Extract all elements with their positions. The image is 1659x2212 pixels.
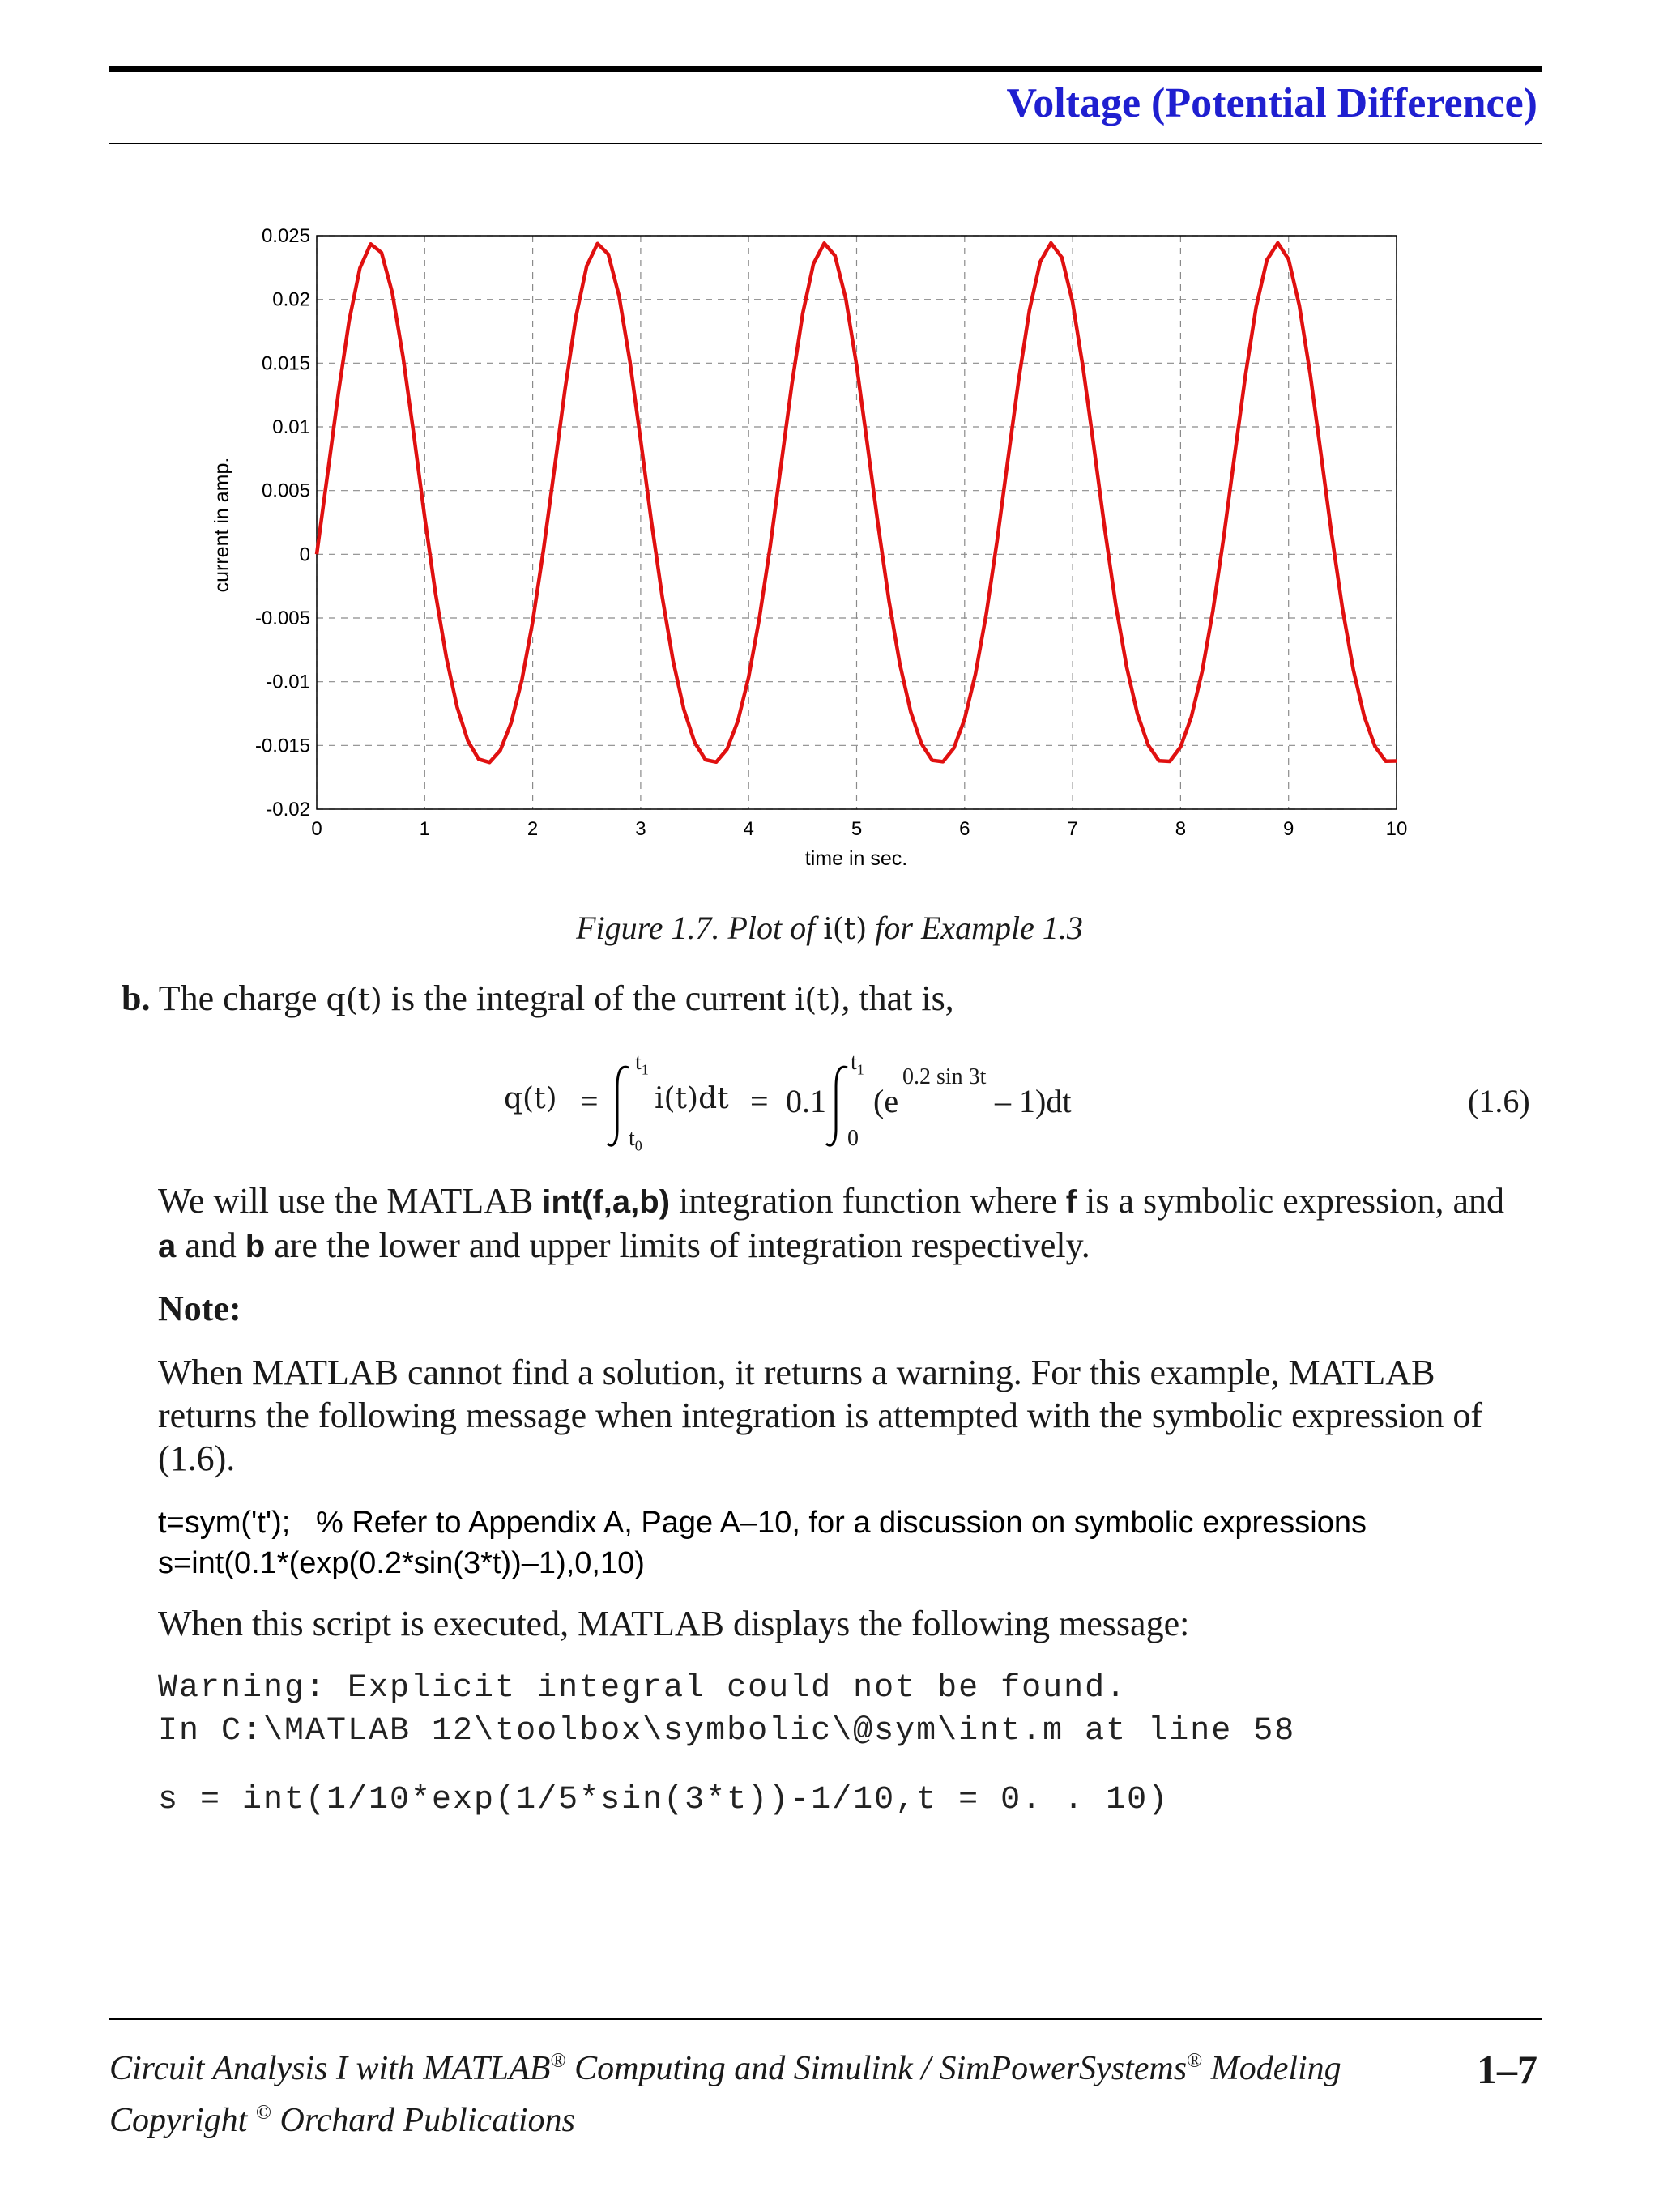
x-tick-label: 5 [851, 818, 863, 840]
footer-title-part-1: Circuit Analysis I with MATLAB [109, 2050, 551, 2087]
para1-text-2: integration function where [670, 1181, 1066, 1221]
y-tick-label: -0.005 [254, 607, 310, 629]
eq-lhs: q(t) [504, 1082, 557, 1115]
eq-coefficient: 0.1 [786, 1083, 826, 1119]
y-tick-label: 0 [299, 543, 310, 566]
paragraph-int-function [158, 1179, 1551, 1268]
eq-integrand-1: i(t)dt [655, 1082, 729, 1115]
footer-copyright-label: Copyright [109, 2102, 248, 2139]
y-tick-label: 0.015 [261, 352, 310, 375]
part-b-text-1: The charge [150, 978, 326, 1018]
para1-text-1: We will use the MATLAB [158, 1181, 543, 1221]
eq-lower-limit-1: $t_0$ [629, 1126, 642, 1154]
footer-registered-mark-2: ® [1187, 2050, 1203, 2072]
eq-number: (1.6) [1468, 1083, 1530, 1119]
caption-prefix: Figure 1.7. Plot of [576, 910, 824, 946]
x-tick-label: 8 [1175, 818, 1187, 840]
caption-suffix: for Example 1.3 [867, 910, 1083, 946]
footer-book-title [109, 2049, 1341, 2088]
note-heading: Note: [158, 1289, 241, 1328]
equation-1-6 [0, 1045, 1659, 1166]
current-plot [0, 0, 1659, 886]
x-tick-label: 6 [959, 818, 970, 840]
footer-copyright-symbol: © [255, 2102, 271, 2124]
y-ticks [255, 225, 310, 820]
x-tick-label: 2 [527, 818, 539, 840]
part-b-statement [122, 977, 954, 1021]
note-line-1: When MATLAB cannot find a solution, it returns a warning. For this example, MATLAB [158, 1353, 1435, 1392]
footer-publisher: Orchard Publications [279, 2102, 575, 2139]
para1-text-3: is a symbolic expression, and [1077, 1181, 1505, 1221]
x-tick-label: 7 [1067, 818, 1078, 840]
footer-rule [109, 2018, 1542, 2020]
y-axis-label: current in amp. [211, 457, 233, 593]
x-tick-label: 4 [743, 818, 754, 840]
y-tick-label: 0.005 [261, 479, 310, 502]
para1-code-f: f [1065, 1184, 1077, 1220]
x-tick-label: 10 [1385, 818, 1408, 840]
y-tick-label: 0.01 [272, 416, 310, 438]
para1-code-int: int(f,a,b) [542, 1184, 671, 1220]
output-warning-line: Warning: Explicit integral could not be found. [158, 1670, 1128, 1707]
matlab-code-line-2: s=int(0.1*(exp(0.2*sin(3*t))–1),0,10) [158, 1546, 645, 1580]
note-paragraph [158, 1351, 1551, 1480]
current-plot-svg [0, 0, 1659, 883]
eq-exponent: 0.2 sin 3t [902, 1064, 987, 1089]
y-tick-label: 0.02 [272, 288, 310, 311]
y-tick-label: -0.02 [266, 799, 310, 820]
matlab-code-line-1: t=sym('t'); % Refer to Appendix A, Page A–10, for a discussion on symbolic expressions [158, 1506, 1367, 1540]
x-tick-label: 9 [1283, 818, 1294, 840]
x-ticks [311, 818, 1407, 840]
page-number: 1–7 [1477, 2047, 1537, 2092]
part-b-text-2: is the integral of the current [382, 978, 795, 1018]
para1-code-b: b [245, 1229, 266, 1264]
caption-variable: i(t) [823, 913, 868, 946]
footer-title-part-2: Computing and Simulink / SimPowerSystems [565, 2050, 1188, 2087]
y-tick-label: 0.025 [261, 225, 310, 247]
para1-text-4: and [176, 1225, 245, 1265]
grid-lines [317, 236, 1397, 809]
output-location-line: In C:\MATLAB 12\toolbox\symbolic\@sym\int.m at line 58 [158, 1713, 1296, 1750]
y-tick-label: -0.01 [266, 671, 310, 693]
eq-equals-2: = [750, 1083, 769, 1119]
eq-equals-1: = [580, 1083, 599, 1119]
x-axis-label: time in sec. [804, 847, 908, 870]
x-tick-label: 3 [635, 818, 646, 840]
page-header-title: Voltage (Potential Difference) [1006, 80, 1537, 126]
para1-code-a: a [158, 1229, 177, 1264]
x-tick-label: 0 [311, 818, 322, 840]
eq-integrand-2-open: (e [873, 1083, 899, 1119]
script-executed-text: When this script is executed, MATLAB displays the following message: [158, 1604, 1190, 1643]
y-tick-label: -0.015 [254, 735, 310, 757]
part-b-var-q: q(t) [326, 982, 382, 1017]
note-line-3: (1.6). [158, 1438, 236, 1478]
footer-title-part-3: Modeling [1202, 2050, 1341, 2087]
figure-caption [0, 909, 1659, 947]
para1-text-5: are the lower and upper limits of integration respectively. [265, 1225, 1090, 1265]
part-b-text-3: , that is, [841, 978, 954, 1018]
output-result-line: s = int(1/10*exp(1/5*sin(3*t))-1/10,t = 0. . 10) [158, 1782, 1170, 1818]
footer-registered-mark-1: ® [550, 2050, 566, 2072]
part-b-var-i: i(t) [795, 982, 842, 1017]
eq-upper-limit-2: $t_1$ [851, 1050, 864, 1078]
eq-upper-limit-1: $t_1$ [635, 1050, 649, 1078]
footer-copyright [109, 2101, 575, 2140]
part-b-label: b. [122, 978, 151, 1018]
eq-lower-limit-2: 0 [847, 1126, 859, 1151]
x-tick-label: 1 [419, 818, 430, 840]
eq-integrand-2-close: – 1)dt [995, 1083, 1072, 1119]
note-line-2: returns the following message when integration is attempted with the symbolic expression of [158, 1396, 1482, 1435]
